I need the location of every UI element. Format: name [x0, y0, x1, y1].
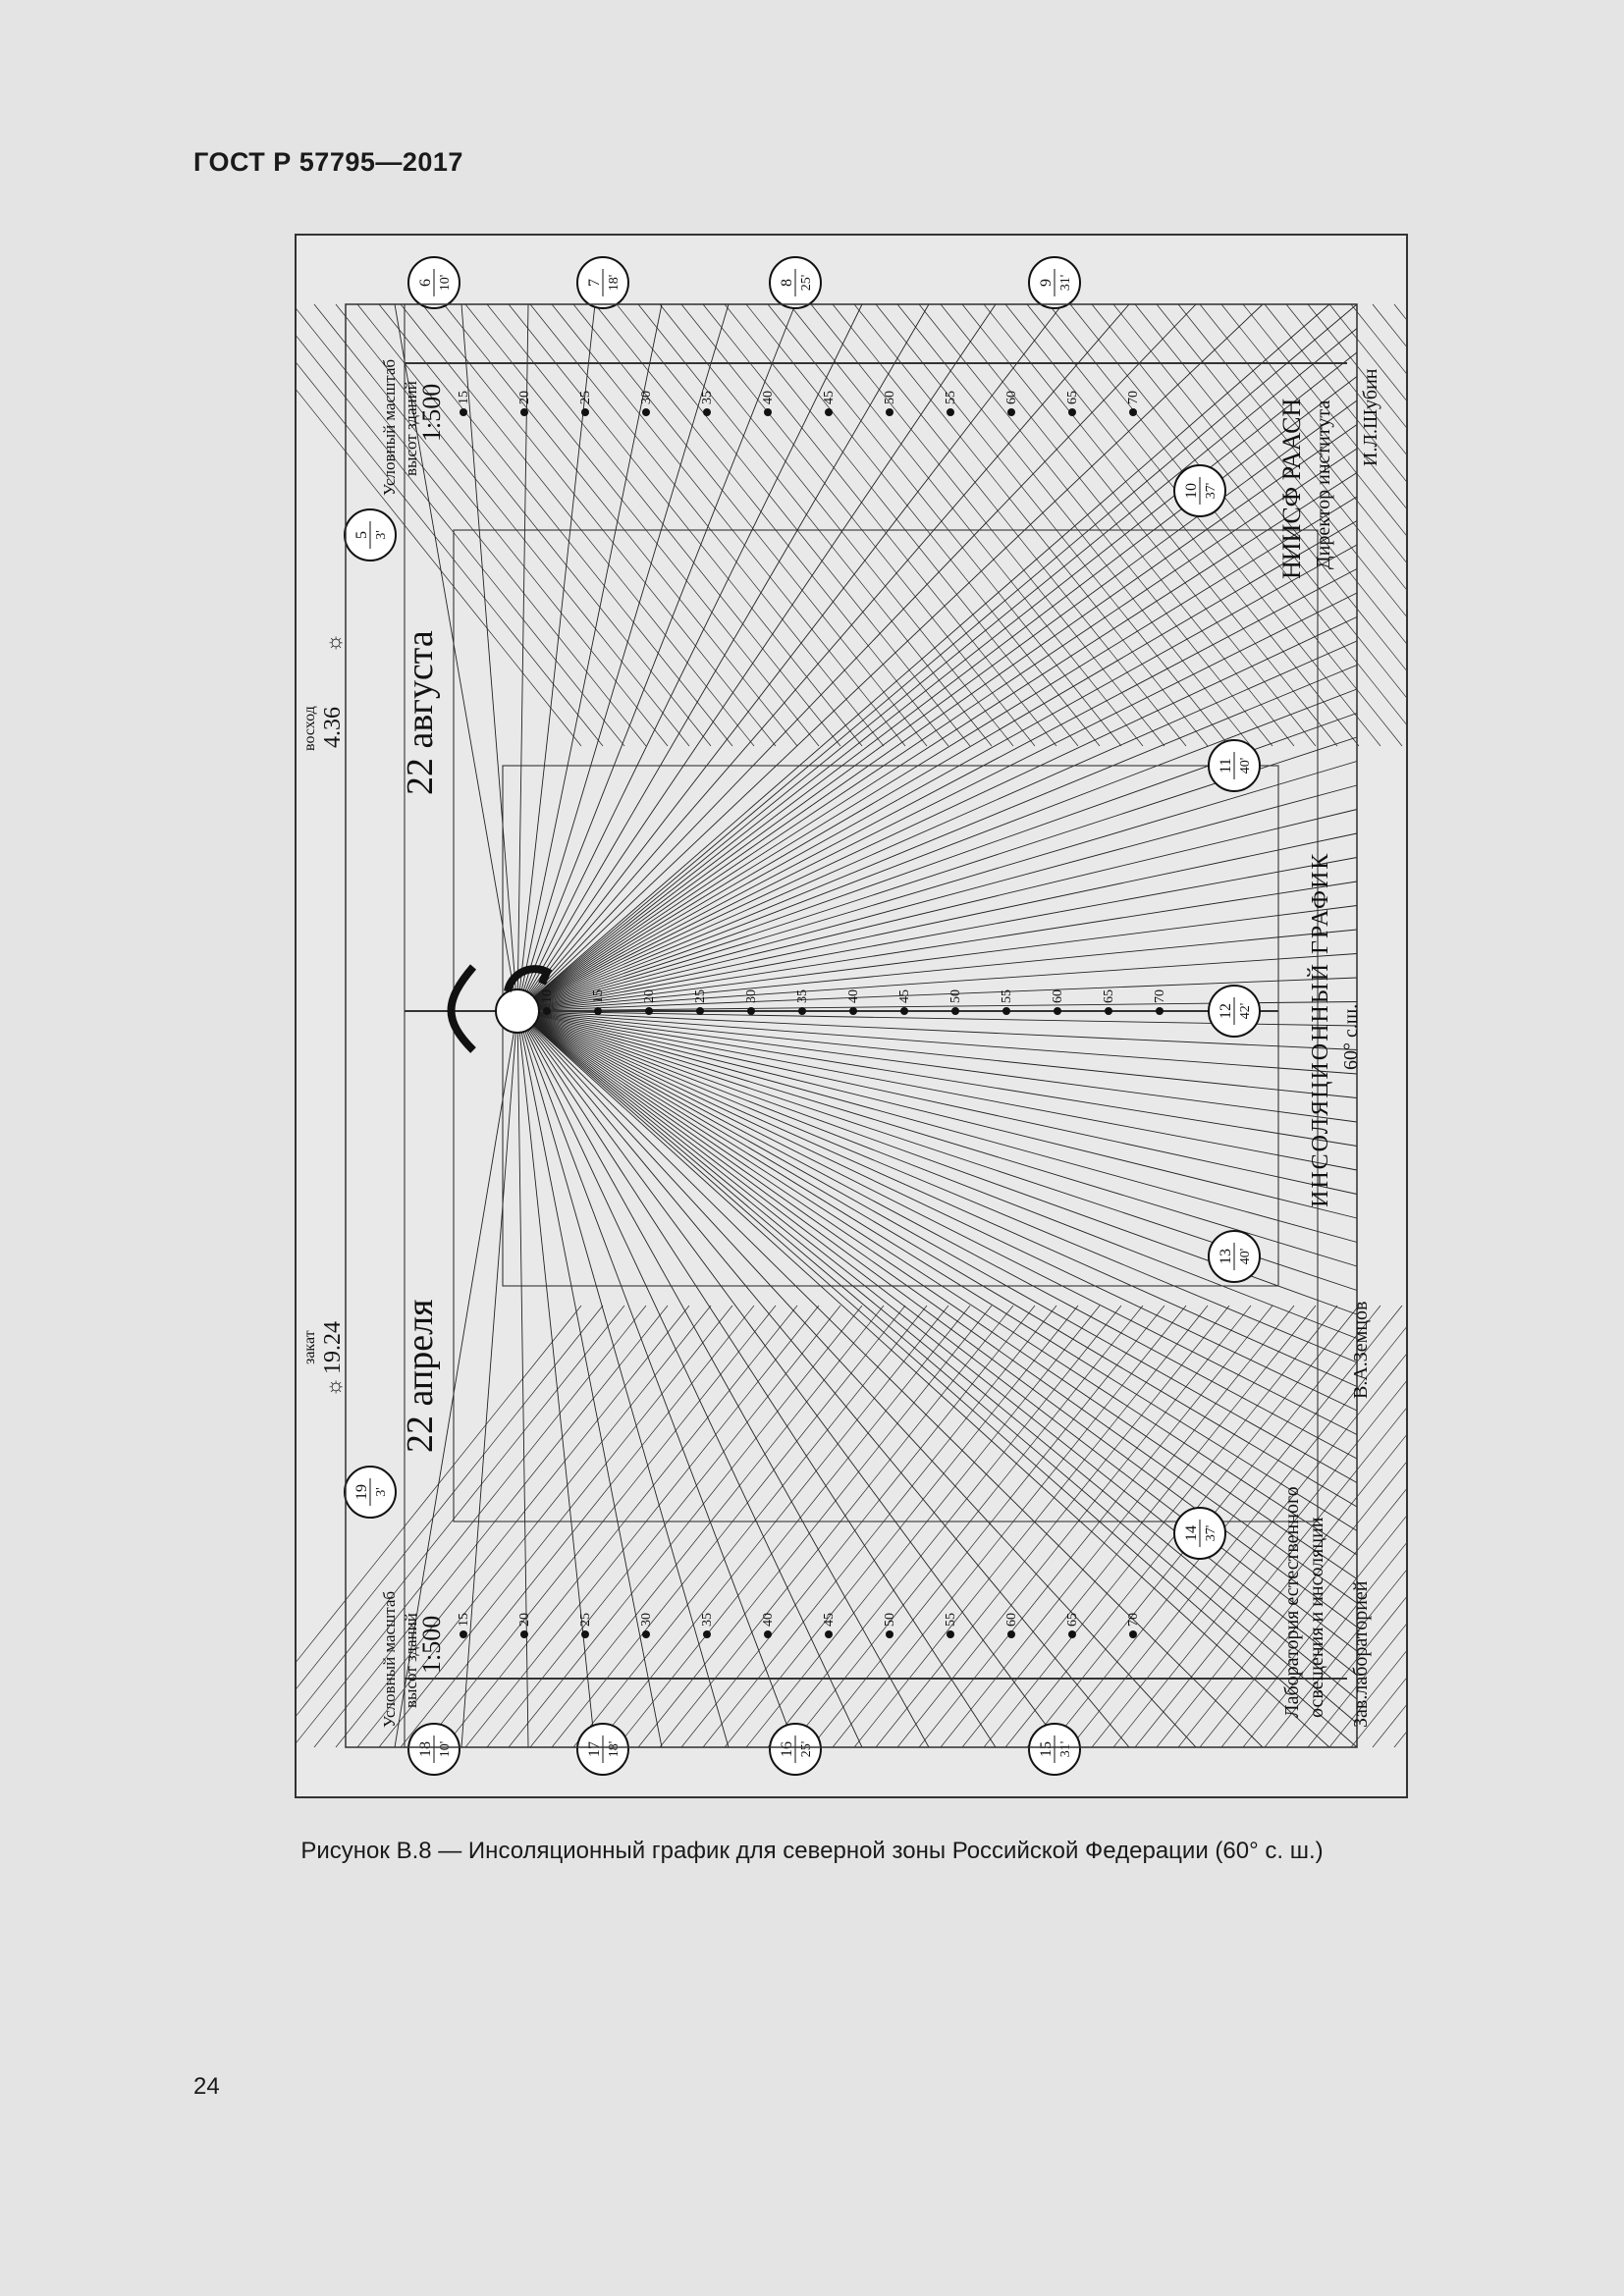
date-april: 22 апреля — [400, 1299, 441, 1453]
hour-marker-hour: 8 — [779, 279, 795, 287]
hour-marker-hour: 11 — [1218, 758, 1234, 774]
height-tick-dot — [1068, 1630, 1076, 1638]
height-tick-label: 20 — [517, 1613, 532, 1627]
height-tick-dot — [581, 408, 589, 416]
height-tick-label: 50 — [883, 1613, 897, 1627]
sun-origin-icon — [496, 989, 539, 1033]
hour-marker-circle — [1209, 986, 1260, 1037]
hour-marker-circle — [1209, 1231, 1260, 1282]
hour-marker-angle: 31' — [1058, 274, 1073, 292]
scale-label-bottom-2: высот зданий — [402, 1613, 420, 1708]
height-tick-dot — [900, 1007, 908, 1015]
hour-marker-hour: 16 — [779, 1741, 795, 1757]
height-tick-dot — [1156, 1007, 1164, 1015]
height-tick-dot — [825, 1630, 833, 1638]
insolation-chart-figure — [295, 234, 1408, 1798]
height-tick-dot — [1007, 1630, 1015, 1638]
height-tick-label: 65 — [1102, 989, 1116, 1003]
chart-latitude: 60° с.ш. — [1340, 1003, 1362, 1070]
scale-label-bottom-1: Условный масштаб — [380, 1590, 399, 1728]
lab-name-line2: освещения и инсоляции — [1306, 1517, 1327, 1718]
height-tick-dot — [460, 408, 467, 416]
height-tick-label: 55 — [1000, 989, 1014, 1003]
director-title: Директор института — [1313, 400, 1334, 569]
scale-label-top-1: Условный масштаб — [380, 358, 399, 496]
height-tick-label: 35 — [700, 1613, 715, 1627]
height-tick-dot — [1068, 408, 1076, 416]
height-tick-dot — [642, 408, 650, 416]
height-tick-label: 65 — [1065, 1613, 1080, 1627]
lab-head-name: В.А.Земцов — [1350, 1301, 1372, 1399]
height-tick-dot — [825, 408, 833, 416]
hour-marker-circle — [770, 1724, 821, 1775]
hour-marker-circle — [1174, 1508, 1225, 1559]
height-tick-dot — [581, 1630, 589, 1638]
height-tick-label: 60 — [1004, 391, 1019, 404]
height-tick-label: 30 — [639, 391, 654, 404]
hour-marker-angle: 37' — [1204, 482, 1218, 500]
scale-value-bottom: 1:500 — [417, 1615, 446, 1674]
sun-set-icon: ☼ — [326, 1372, 347, 1397]
height-tick-label: 15 — [457, 1613, 471, 1627]
hour-marker-angle: 10' — [438, 274, 453, 292]
height-tick-dot — [645, 1007, 653, 1015]
height-tick-dot — [1129, 1630, 1137, 1638]
scale-value-top: 1:500 — [417, 383, 446, 442]
sunrise-time: 4.36 — [320, 707, 346, 748]
height-tick-label: 65 — [1065, 391, 1080, 404]
hour-marker-angle: 40' — [1238, 757, 1253, 774]
height-tick-label: 35 — [700, 391, 715, 404]
hour-marker-circle — [1209, 740, 1260, 791]
height-tick-dot — [764, 1630, 772, 1638]
height-tick-dot — [642, 1630, 650, 1638]
height-tick-label: 40 — [846, 989, 861, 1003]
sunset-label: закат — [301, 1330, 318, 1364]
sunrise-label: восход — [301, 706, 318, 751]
height-tick-dot — [696, 1007, 704, 1015]
hour-marker-hour: 6 — [417, 279, 434, 287]
height-tick-dot — [798, 1007, 806, 1015]
scale-label-top-2: высот зданий — [402, 381, 420, 476]
height-tick-dot — [703, 1630, 711, 1638]
height-tick-label: 25 — [693, 989, 708, 1003]
height-tick-label: 25 — [578, 1613, 593, 1627]
height-tick-label: 40 — [761, 391, 776, 404]
height-tick-label: 60 — [1051, 989, 1065, 1003]
hour-marker-circle — [1029, 1724, 1080, 1775]
height-tick-label: 55 — [944, 391, 958, 404]
height-tick-label: 70 — [1126, 1613, 1141, 1627]
height-tick-label: 10 — [540, 989, 555, 1003]
hour-marker-hour: 14 — [1183, 1525, 1200, 1541]
height-tick-label: 45 — [822, 1613, 837, 1627]
hour-marker-circle — [1174, 465, 1225, 516]
institute-name: НИИСФ РААСН — [1277, 398, 1306, 579]
hour-marker-hour: 7 — [586, 279, 603, 287]
height-tick-dot — [764, 408, 772, 416]
hour-marker-angle: 37' — [1204, 1524, 1218, 1542]
hour-marker-angle: 25' — [799, 274, 814, 292]
hour-marker-circle — [408, 257, 460, 308]
hour-marker-circle — [1029, 257, 1080, 308]
hour-marker-circle — [577, 257, 628, 308]
height-tick-dot — [1002, 1007, 1010, 1015]
hour-marker-angle: 31' — [1058, 1740, 1073, 1758]
chart-title: ИНСОЛЯЦИОННЫЙ ГРАФИК — [1308, 851, 1333, 1207]
height-tick-dot — [594, 1007, 602, 1015]
height-tick-label: 45 — [897, 989, 912, 1003]
sun-rise-icon: ☼ — [326, 628, 347, 653]
hour-marker-hour: 10 — [1183, 483, 1200, 499]
hour-marker-hour: 19 — [353, 1484, 370, 1500]
height-tick-label: 25 — [578, 391, 593, 404]
hour-marker-angle: 42' — [1238, 1002, 1253, 1020]
page-number: 24 — [193, 2073, 220, 2100]
hour-marker-hour: 9 — [1038, 279, 1055, 287]
height-tick-label: 70 — [1153, 989, 1167, 1003]
hour-marker-hour: 12 — [1218, 1003, 1234, 1019]
hour-marker-hour: 17 — [586, 1741, 603, 1757]
hour-marker-circle — [408, 1724, 460, 1775]
institute-logo-icon — [452, 967, 474, 1050]
height-tick-label: 15 — [591, 989, 606, 1003]
height-tick-dot — [1054, 1007, 1061, 1015]
lab-head-title: Зав.лабораторией — [1350, 1580, 1372, 1728]
height-tick-dot — [703, 408, 711, 416]
hour-marker-hour: 13 — [1218, 1249, 1234, 1264]
height-tick-label: 70 — [1126, 391, 1141, 404]
hour-marker-angle: 40' — [1238, 1248, 1253, 1265]
hour-marker-circle — [770, 257, 821, 308]
height-tick-dot — [747, 1007, 755, 1015]
hour-marker-hour: 15 — [1038, 1741, 1055, 1757]
insolation-chart-svg — [297, 236, 1406, 1796]
hour-marker-angle: 3' — [374, 1487, 389, 1497]
hour-marker-angle: 18' — [607, 274, 622, 292]
height-tick-label: 40 — [761, 1613, 776, 1627]
hour-marker-circle — [345, 1467, 396, 1518]
hour-marker-circle — [345, 509, 396, 561]
hour-marker-hour: 18 — [417, 1741, 434, 1757]
height-tick-dot — [951, 1007, 959, 1015]
height-tick-label: 50 — [883, 391, 897, 404]
height-tick-dot — [849, 1007, 857, 1015]
hour-marker-angle: 25' — [799, 1740, 814, 1758]
height-tick-label: 20 — [517, 391, 532, 404]
height-tick-dot — [520, 1630, 528, 1638]
height-tick-label: 30 — [639, 1613, 654, 1627]
height-tick-dot — [1007, 408, 1015, 416]
height-tick-dot — [460, 1630, 467, 1638]
hour-marker-angle: 3' — [374, 530, 389, 540]
hour-marker-circle — [577, 1724, 628, 1775]
height-tick-dot — [947, 408, 954, 416]
height-tick-label: 20 — [642, 989, 657, 1003]
lab-name-line1: Лаборатория естественного — [1281, 1486, 1303, 1718]
height-tick-label: 15 — [457, 391, 471, 404]
height-tick-dot — [886, 408, 893, 416]
height-tick-label: 55 — [944, 1613, 958, 1627]
date-august: 22 августа — [400, 630, 441, 795]
height-tick-label: 30 — [744, 989, 759, 1003]
hour-marker-angle: 10' — [438, 1740, 453, 1758]
height-tick-dot — [1105, 1007, 1112, 1015]
height-tick-dot — [886, 1630, 893, 1638]
height-tick-dot — [543, 1007, 551, 1015]
height-tick-label: 35 — [795, 989, 810, 1003]
figure-caption: Рисунок В.8 — Инсоляционный график для северной зоны Российской Федерации (60° с. ш.) — [300, 1838, 1324, 1864]
document-header: ГОСТ Р 57795—2017 — [193, 147, 463, 177]
hour-marker-hour: 5 — [353, 531, 370, 539]
height-tick-dot — [520, 408, 528, 416]
sunset-time: 19.24 — [320, 1321, 346, 1374]
height-tick-label: 60 — [1004, 1613, 1019, 1627]
height-tick-dot — [1129, 408, 1137, 416]
hour-marker-angle: 18' — [607, 1740, 622, 1758]
height-tick-label: 45 — [822, 391, 837, 404]
height-tick-dot — [947, 1630, 954, 1638]
director-name: И.Л.Шубин — [1360, 368, 1381, 466]
height-tick-label: 50 — [948, 989, 963, 1003]
